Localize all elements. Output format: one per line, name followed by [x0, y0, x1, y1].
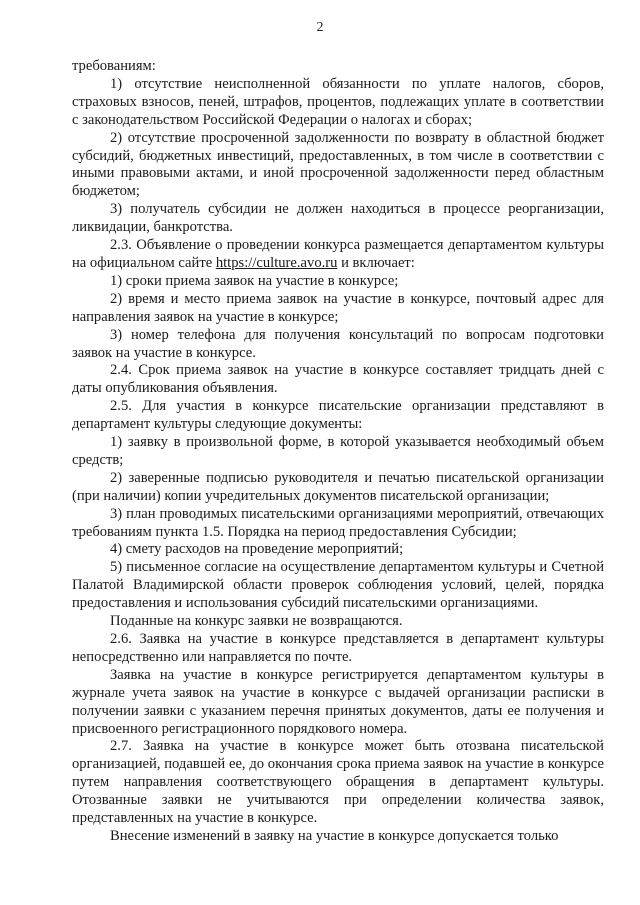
paragraph: 2.6. Заявка на участие в конкурсе представляется в департамент культуры непосредственно или направляется по почте.	[72, 631, 604, 665]
paragraph-text: 2.3. Объявление о проведении конкурса размещается департаментом культуры на официальном сайте	[72, 237, 604, 271]
paragraph: 2.4. Срок приема заявок на участие в конкурсе составляет тридцать дней с даты опубликования объявления.	[72, 362, 604, 397]
paragraph: 2.7. Заявка на участие в конкурсе может быть отозвана писательской организацией, подавшей ее, до окончания срока приема заявок на участие в конкурсе путем направления соответствующего обращения в департамент культуры. Отозванные заявки не учитываются при определении количества заявок, представленных на участие в конкурсе.	[72, 738, 604, 827]
paragraph: Внесение изменений в заявку на участие в конкурсе допускается только	[110, 827, 559, 844]
paragraph: 2) отсутствие просроченной задолженности по возврату в областной бюджет субсидий, бюджетных инвестиций, предоставленных, в том числе в соответствии с иными правовыми актами, и иной просроченной задолженности перед областным бюджетом;	[72, 129, 604, 200]
paragraph: 1) заявку в произвольной форме, в которой указывается необходимый объем средств;	[72, 434, 604, 468]
paragraph: 4) смету расходов на проведение мероприятий;	[110, 541, 404, 558]
paragraph: Заявка на участие в конкурсе регистрируется департаментом культуры в журнале учета заявок на участие в конкурсе с выдачей организации расписки в получении заявки с указанием перечня принятых документов, даты ее получения и присвоенного регистрационного порядкового номера.	[72, 666, 604, 737]
paragraph: 5) письменное согласие на осуществление департаментом культуры и Счетной Палатой Владимирской области проверок соблюдения условий, целей, порядка предоставления и использования субсидий писательскими организациями.	[72, 559, 604, 612]
paragraph: Поданные на конкурс заявки не возвращаются.	[110, 613, 403, 630]
document-body	[72, 58, 604, 846]
paragraph: 3) план проводимых писательскими организациями мероприятий, отвечающих требованиям пункта 1.5. Порядка на период предоставления Субсидии;	[72, 505, 604, 540]
paragraph: 2) время и место приема заявок на участие в конкурсе, почтовый адрес для направления заявок на участие в конкурсе;	[72, 290, 604, 325]
paragraph: 2.5. Для участия в конкурсе писательские организации представляют в департамент культуры следующие документы:	[72, 398, 604, 433]
paragraph-text-end: и включает:	[337, 254, 415, 271]
paragraph: 1) сроки приема заявок на участие в конкурсе;	[110, 272, 399, 289]
paragraph: 3) номер телефона для получения консультаций по вопросам подготовки заявок на участие в конкурсе.	[72, 326, 604, 361]
paragraph	[72, 237, 604, 273]
paragraph: 1) отсутствие неисполненной обязанности по уплате налогов, сборов, страховых взносов, пеней, штрафов, процентов, подлежащих уплате в соответствии с законодательством Российской Федерации о налогах и сборах;	[72, 75, 604, 128]
website-link[interactable]: https://culture.avo.ru	[215, 254, 338, 271]
paragraph: требованиям:	[72, 58, 156, 74]
paragraph: 2) заверенные подписью руководителя и печатью писательской организации (при наличии) копии учредительных документов писательской организации;	[72, 469, 604, 504]
page-number: 2	[316, 20, 324, 35]
paragraph: 3) получатель субсидии не должен находиться в процессе реорганизации, ликвидации, банкротства.	[72, 201, 604, 236]
